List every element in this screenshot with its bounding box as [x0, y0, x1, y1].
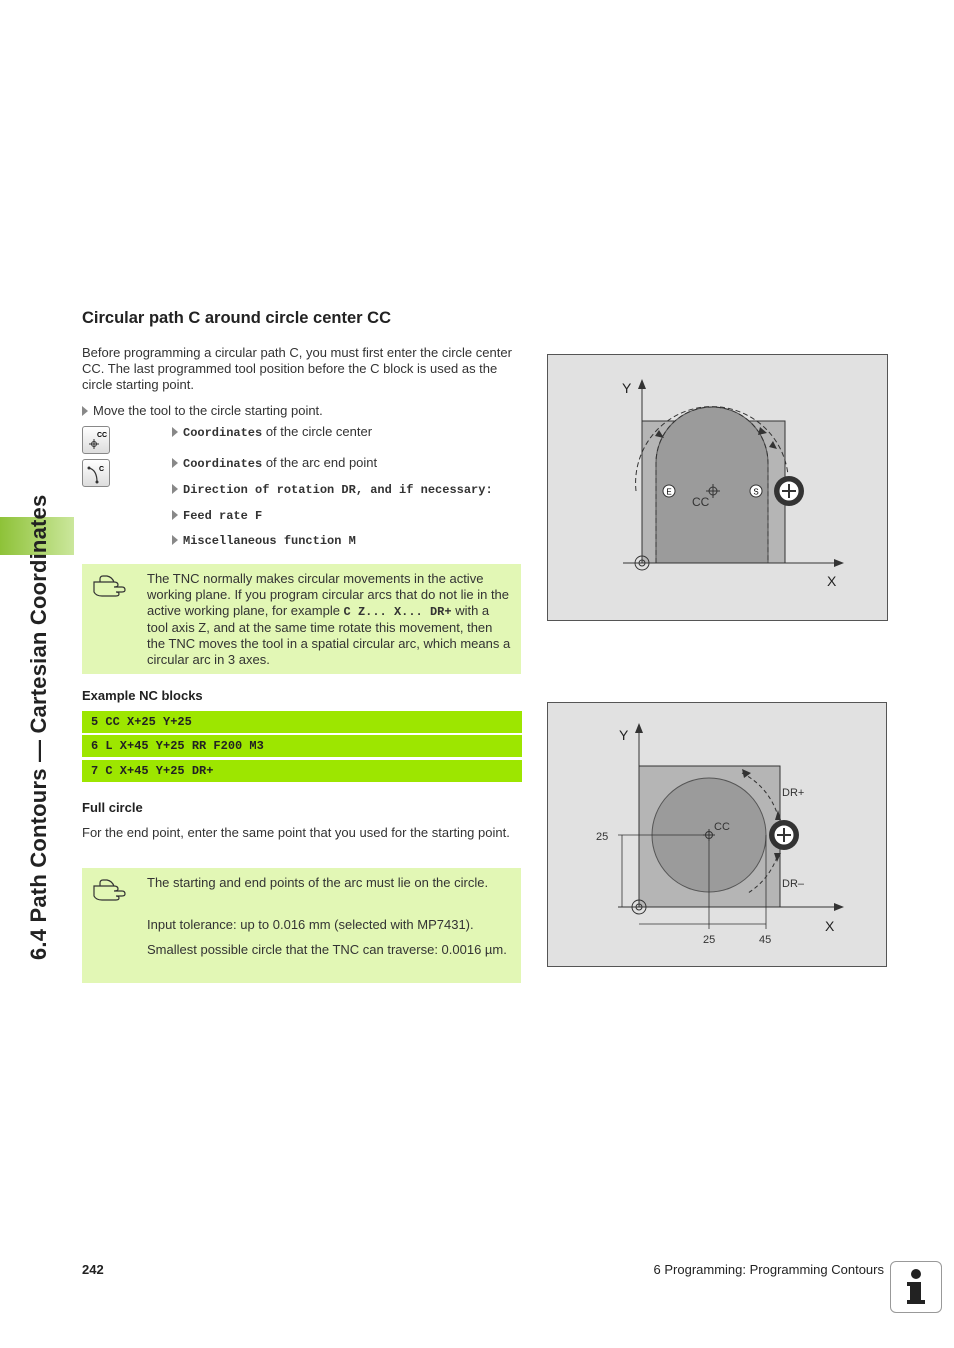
example-heading: Example NC blocks: [82, 688, 203, 703]
svg-text:DR+: DR+: [782, 787, 805, 799]
note-1-text: The TNC normally makes circular movements in the active working plane. If you program circular arcs that do not lie in the active working plane, for example C Z... X... DR+ with a tool axis Z, and at the same time rotate this movement, then the TNC moves the tool in a spatial circular arc, which means a circular arc in 3 axes.: [147, 571, 511, 667]
c-key: [82, 459, 110, 487]
svg-text:25: 25: [703, 934, 716, 946]
page-number: 242: [82, 1262, 104, 1277]
svg-text:DR–: DR–: [782, 878, 805, 890]
step-2: Coordinates of the arc end point: [172, 455, 377, 472]
step-3: Direction of rotation DR, and if necessary:: [172, 481, 493, 498]
note-2-p3: Smallest possible circle that the TNC can traverse: 0.0016 µm.: [147, 942, 507, 957]
milling-tool-icon: [769, 820, 799, 850]
note-2-p2: Input tolerance: up to 0.016 mm (selected with MP7431).: [147, 917, 474, 932]
svg-text:E: E: [666, 487, 672, 497]
svg-text:CC: CC: [692, 495, 710, 509]
svg-text:CC: CC: [714, 821, 730, 833]
circular-arc-icon: [83, 460, 109, 486]
svg-text:Y: Y: [622, 380, 632, 396]
chapter-footer: 6 Programming: Programming Contours: [653, 1262, 884, 1277]
step-5: Miscellaneous function M: [172, 532, 356, 549]
cc-key: [82, 426, 110, 454]
step-4: Feed rate F: [172, 507, 262, 524]
svg-text:Y: Y: [619, 727, 629, 743]
svg-text:X: X: [827, 573, 837, 589]
circular-path-diagram: [548, 355, 887, 620]
svg-text:25: 25: [596, 831, 609, 843]
info-icon[interactable]: [890, 1261, 942, 1313]
full-circle-text: For the end point, enter the same point that you used for the starting point.: [82, 825, 510, 840]
full-circle-heading: Full circle: [82, 800, 143, 815]
step-1: Coordinates of the circle center: [172, 424, 372, 441]
section-heading: Circular path C around circle center CC: [82, 309, 391, 327]
milling-tool-icon: [774, 476, 804, 506]
circle-center-icon: [83, 427, 109, 453]
nc-block-1: 5 CC X+25 Y+25: [82, 711, 522, 733]
note-box-2: [82, 868, 521, 983]
note-box-1: [82, 564, 521, 674]
bullet-triangle-icon: [82, 406, 88, 416]
step-move: Move the tool to the circle starting point.: [82, 403, 323, 419]
pointing-hand-icon: [92, 878, 132, 902]
svg-text:CC: CC: [97, 432, 108, 439]
nc-block-2: 6 L X+45 Y+25 RR F200 M3: [82, 735, 522, 757]
svg-text:S: S: [753, 487, 759, 497]
chapter-side-title: 6.4 Path Contours — Cartesian Coordinates: [26, 494, 51, 960]
pointing-hand-icon: [92, 574, 132, 598]
intro-paragraph: Before programming a circular path C, you must first enter the circle center CC. The last programmed tool position before the C block is used as the circle starting point.: [82, 345, 512, 392]
full-circle-diagram: [548, 703, 886, 966]
svg-text:X: X: [825, 918, 835, 934]
svg-text:45: 45: [759, 934, 772, 946]
info-glyph: [891, 1262, 941, 1312]
figure-full-circle: [547, 702, 887, 967]
note-2-p1: The starting and end points of the arc must lie on the circle.: [147, 875, 489, 890]
figure-circular-path: [547, 354, 888, 621]
svg-text:C: C: [99, 466, 105, 473]
nc-block-3: 7 C X+45 Y+25 DR+: [82, 760, 522, 782]
